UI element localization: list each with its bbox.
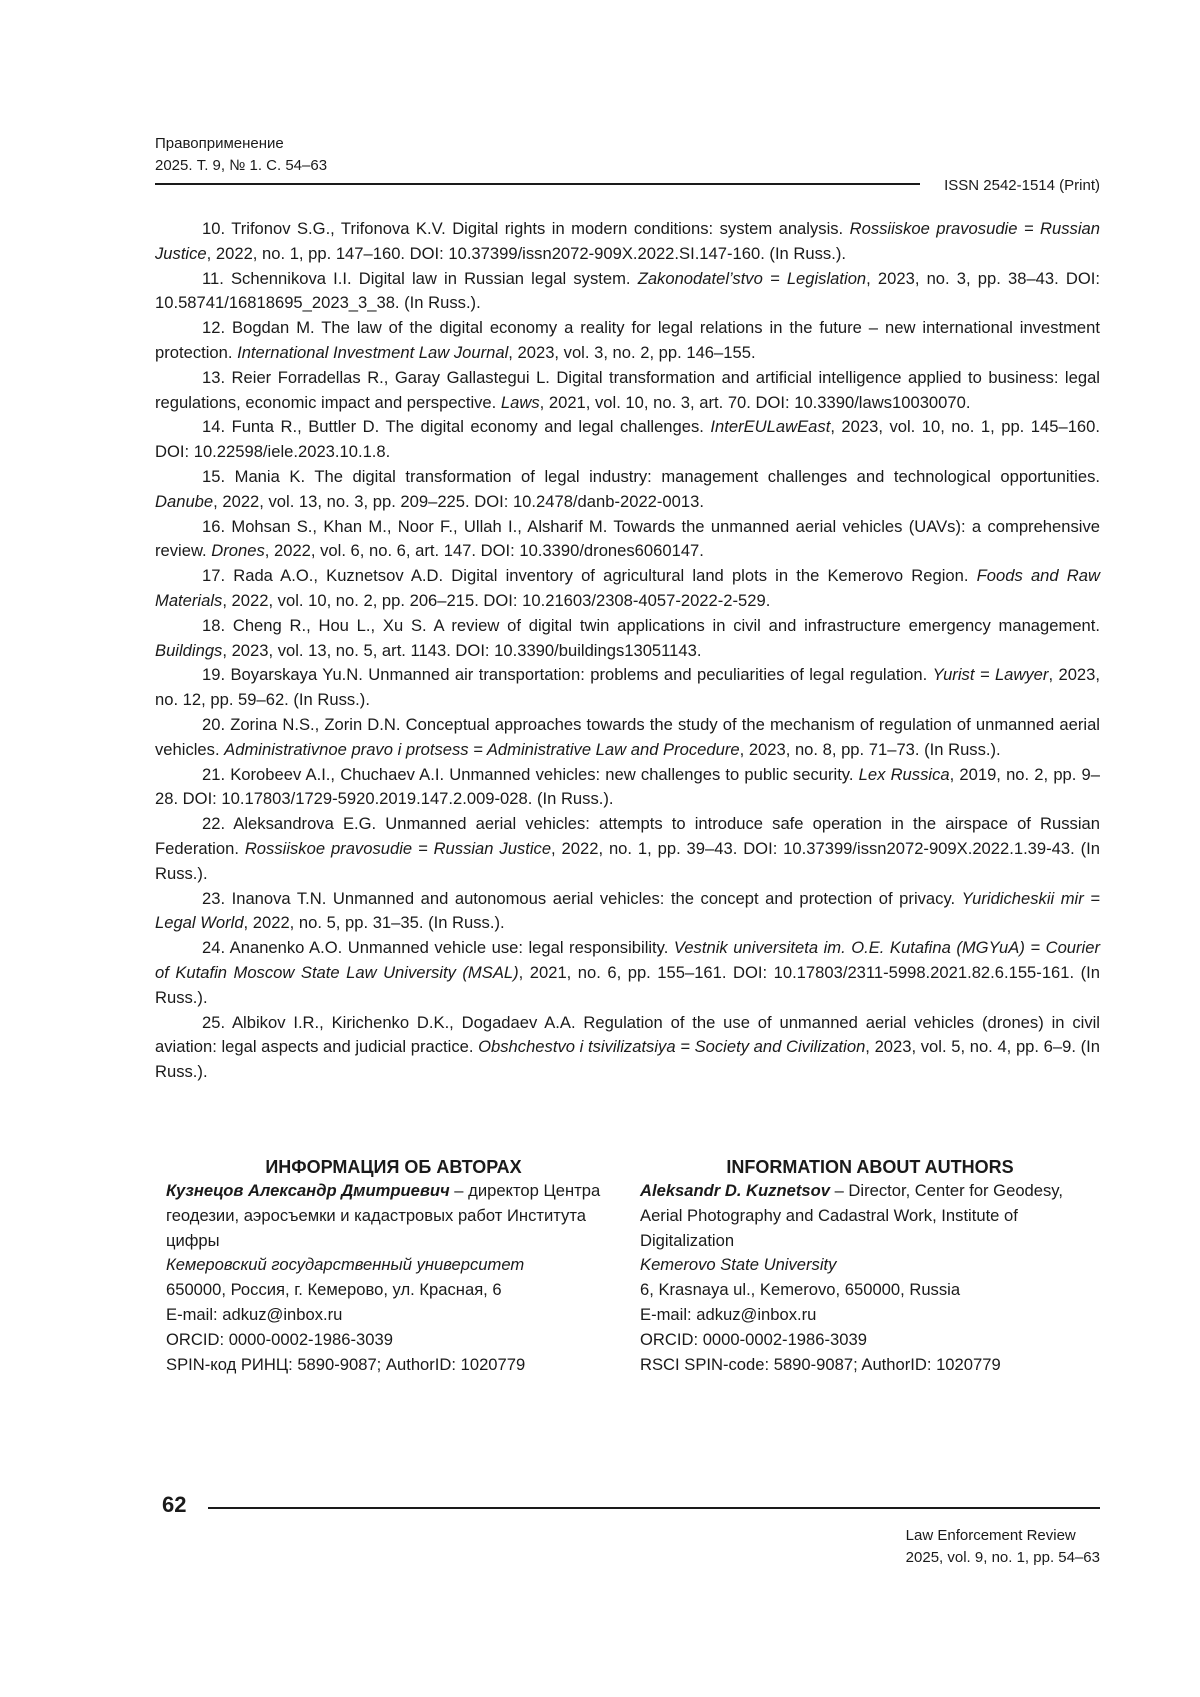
reference-item: 20. Zorina N.S., Zorin D.N. Conceptual approaches towards the study of the mechanism of regulation of unmanned aerial vehicles. Administrativnoe pravo i protsess = Administrative Law and Procedure, 2023, no. 8, pp. 71–73. (In Russ.). <box>155 713 1100 763</box>
reference-item: 13. Reier Forradellas R., Garay Gallastegui L. Digital transformation and artificial intelligence applied to business: legal regulations, economic impact and perspective. Laws, 2021, vol. 10, no. 3, art. 70. DOI: 10.3390/laws10030070. <box>155 366 1100 416</box>
page-number: 62 <box>162 1492 186 1518</box>
author-info-en <box>640 1155 1100 1377</box>
author-name-en: Aleksandr D. Kuznetsov <box>640 1181 830 1200</box>
running-footer <box>906 1525 1100 1569</box>
reference-item: 17. Rada A.O., Kuznetsov A.D. Digital inventory of agricultural land plots in the Kemerovo Region. Foods and Raw Materials, 2022, vol. 10, no. 2, pp. 206–215. DOI: 10.21603/2308-4057-2022-2-529. <box>155 564 1100 614</box>
author-org-ru: Кемеровский государственный университет <box>166 1253 621 1278</box>
footer-rule <box>208 1507 1100 1509</box>
reference-item: 25. Albikov I.R., Kirichenko D.K., Dogadaev A.A. Regulation of the use of unmanned aerial vehicles (drones) in civil aviation: legal aspects and judicial practice. Obshchestvo i tsivilizatsiya = Society and Civilization, 2023, vol. 5, no. 4, pp. 6–9. (In Russ.). <box>155 1011 1100 1085</box>
reference-source: Obshchestvo i tsivilizatsiya = Society and Civilization <box>478 1037 865 1056</box>
author-email-en: E-mail: adkuz@inbox.ru <box>640 1303 1100 1328</box>
reference-source: Yuridicheskii mir = Legal World <box>155 889 1100 933</box>
running-header <box>155 133 327 177</box>
journal-title-ru: Правоприменение <box>155 133 327 155</box>
author-bio-en: Aleksandr D. Kuznetsov – Director, Center for Geodesy, Aerial Photography and Cadastral Work, Institute of Digitalization <box>640 1179 1100 1253</box>
reference-source: Administrativnoe pravo i protsess = Administrative Law and Procedure <box>224 740 739 759</box>
reference-source: InterEULawEast <box>710 417 830 436</box>
author-spin-ru: SPIN-код РИНЦ: 5890-9087; AuthorID: 1020779 <box>166 1353 621 1378</box>
reference-source: Zakonodatel’stvo = Legislation <box>638 269 866 288</box>
reference-item: 23. Inanova T.N. Unmanned and autonomous aerial vehicles: the concept and protection of privacy. Yuridicheskii mir = Legal World, 2022, no. 5, pp. 31–35. (In Russ.). <box>155 887 1100 937</box>
reference-item: 11. Schennikova I.I. Digital law in Russian legal system. Zakonodatel’stvo = Legislation, 2023, no. 3, pp. 38–43. DOI: 10.58741/16818695_2023_3_38. (In Russ.). <box>155 267 1100 317</box>
reference-source: Lex Russica <box>859 765 950 784</box>
issue-info-en: 2025, vol. 9, no. 1, pp. 54–63 <box>906 1547 1100 1569</box>
reference-item: 14. Funta R., Buttler D. The digital economy and legal challenges. InterEULawEast, 2023, vol. 10, no. 1, pp. 145–160. DOI: 10.22598/iele.2023.10.1.8. <box>155 415 1100 465</box>
reference-source: Foods and Raw Materials <box>155 566 1100 610</box>
reference-source: Drones <box>211 541 265 560</box>
reference-item: 19. Boyarskaya Yu.N. Unmanned air transportation: problems and peculiarities of legal regulation. Yurist = Lawyer, 2023, no. 12, pp. 59–62. (In Russ.). <box>155 663 1100 713</box>
journal-title-en: Law Enforcement Review <box>906 1525 1100 1547</box>
author-info-ru <box>166 1155 621 1377</box>
reference-list <box>155 217 1100 1085</box>
header-rule <box>155 183 920 185</box>
reference-item: 22. Aleksandrova E.G. Unmanned aerial vehicles: attempts to introduce safe operation in the airspace of Russian Federation. Rossiiskoe pravosudie = Russian Justice, 2022, no. 1, pp. 39–43. DOI: 10.37399/issn2072-909X.2022.1.39-43. (In Russ.). <box>155 812 1100 886</box>
reference-item: 21. Korobeev A.I., Chuchaev A.I. Unmanned vehicles: new challenges to public security. Lex Russica, 2019, no. 2, pp. 9–28. DOI: 10.17803/1729-5920.2019.147.2.009-028. (In Russ.). <box>155 763 1100 813</box>
reference-item: 10. Trifonov S.G., Trifonova K.V. Digital rights in modern conditions: system analysis. Rossiiskoe pravosudie = Russian Justice, 2022, no. 1, pp. 147–160. DOI: 10.37399/issn2072-909X.2022.SI.147-160. (In Russ.). <box>155 217 1100 267</box>
reference-source: Laws <box>501 393 540 412</box>
reference-item: 18. Cheng R., Hou L., Xu S. A review of digital twin applications in civil and infrastructure emergency management. Buildings, 2023, vol. 13, no. 5, art. 1143. DOI: 10.3390/buildings13051143. <box>155 614 1100 664</box>
author-orcid-ru: ORCID: 0000-0002-1986-3039 <box>166 1328 621 1353</box>
reference-item: 16. Mohsan S., Khan M., Noor F., Ullah I., Alsharif M. Towards the unmanned aerial vehicles (UAVs): a comprehensive review. Drones, 2022, vol. 6, no. 6, art. 147. DOI: 10.3390/drones6060147. <box>155 515 1100 565</box>
reference-source: Vestnik universiteta im. O.E. Kutafina (MGYuA) = Courier of Kutafin Moscow State Law University (MSAL) <box>155 938 1100 982</box>
author-bio-ru: Кузнецов Александр Дмитриевич – директор Центра геодезии, аэросъемки и кадастровых работ Института цифры <box>166 1179 621 1253</box>
author-name-ru: Кузнецов Александр Дмитриевич <box>166 1181 450 1200</box>
reference-source: Rossiiskoe pravosudie = Russian Justice <box>245 839 551 858</box>
reference-item: 12. Bogdan M. The law of the digital economy a reality for legal relations in the future – new international investment protection. International Investment Law Journal, 2023, vol. 3, no. 2, pp. 146–155. <box>155 316 1100 366</box>
reference-source: Buildings <box>155 641 222 660</box>
reference-source: Danube <box>155 492 213 511</box>
reference-item: 24. Ananenko A.O. Unmanned vehicle use: legal responsibility. Vestnik universiteta im. O.E. Kutafina (MGYuA) = Courier of Kutafin Moscow State Law University (MSAL), 2021, no. 6, pp. 155–161. DOI: 10.17803/2311-5998.2021.82.6.155-161. (In Russ.). <box>155 936 1100 1010</box>
author-address-ru: 650000, Россия, г. Кемерово, ул. Красная, 6 <box>166 1278 621 1303</box>
reference-item: 15. Mania K. The digital transformation of legal industry: management challenges and technological opportunities. Danube, 2022, vol. 13, no. 3, pp. 209–225. DOI: 10.2478/danb-2022-0013. <box>155 465 1100 515</box>
issue-info-ru: 2025. Т. 9, № 1. С. 54–63 <box>155 155 327 177</box>
author-info-title-en: INFORMATION ABOUT AUTHORS <box>640 1155 1100 1179</box>
author-spin-en: RSCI SPIN-code: 5890-9087; AuthorID: 1020779 <box>640 1353 1100 1378</box>
author-email-ru: E-mail: adkuz@inbox.ru <box>166 1303 621 1328</box>
issn: ISSN 2542-1514 (Print) <box>944 177 1100 194</box>
author-org-en: Kemerovo State University <box>640 1253 1100 1278</box>
reference-source: Rossiiskoe pravosudie = Russian Justice <box>155 219 1100 263</box>
reference-source: International Investment Law Journal <box>237 343 508 362</box>
reference-source: Yurist = Lawyer <box>933 665 1049 684</box>
author-address-en: 6, Krasnaya ul., Kemerovo, 650000, Russia <box>640 1278 1100 1303</box>
author-orcid-en: ORCID: 0000-0002-1986-3039 <box>640 1328 1100 1353</box>
author-info-title-ru: ИНФОРМАЦИЯ ОБ АВТОРАХ <box>166 1155 621 1179</box>
